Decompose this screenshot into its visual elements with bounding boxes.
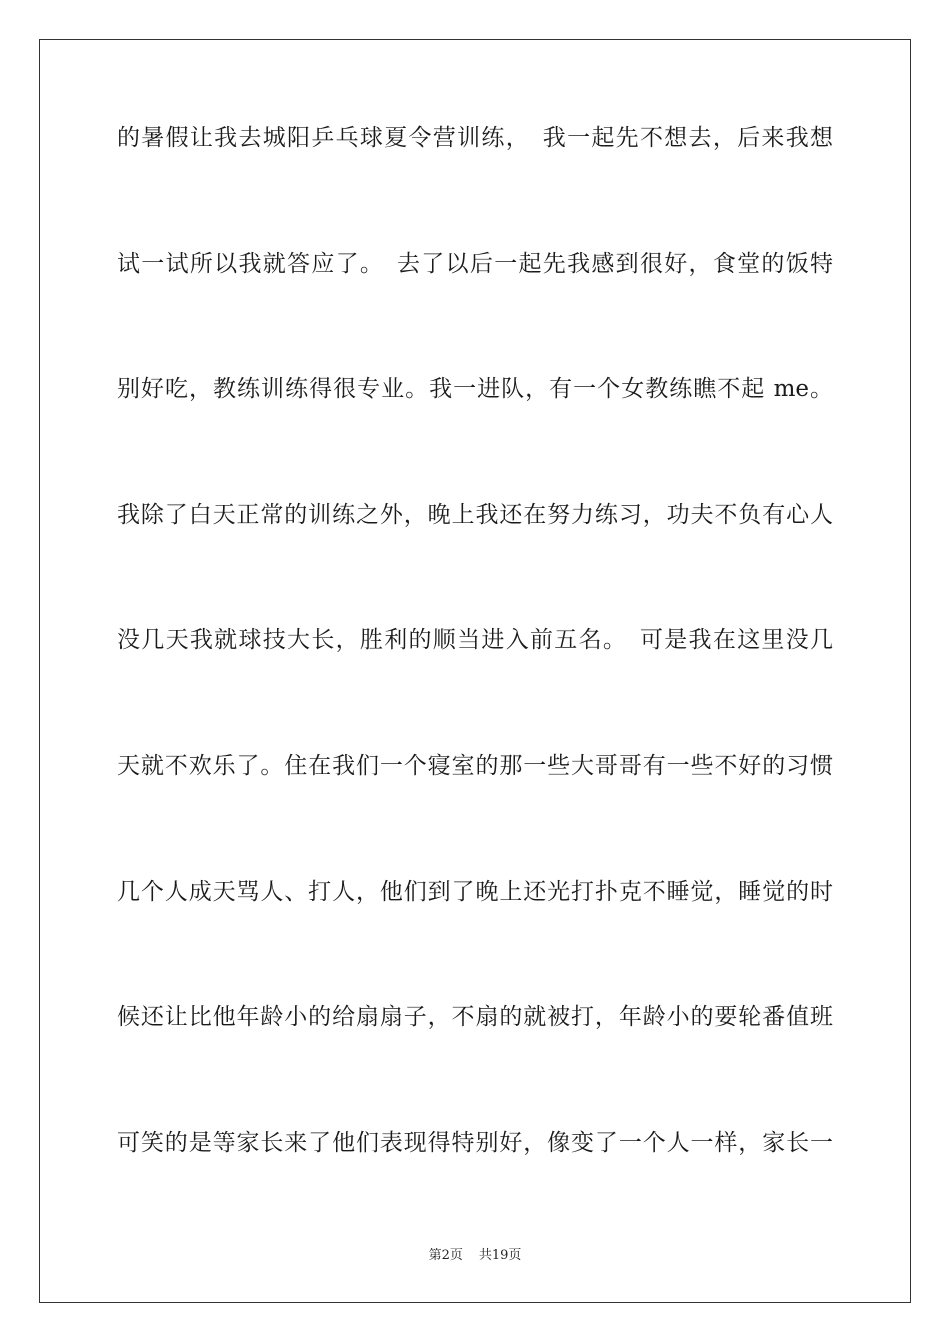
text-line: 的暑假让我去城阳乒乓球夏令营训练， 我一起先不想去，后来我想 (117, 125, 833, 151)
text-line: 天就不欢乐了。住在我们一个寝室的那一些大哥哥有一些不好的习惯 (117, 752, 833, 779)
document-body (117, 120, 833, 1250)
text-line: 我除了白天正常的训练之外，晚上我还在努力练习，功夫不负有心人 (117, 501, 833, 528)
page-total: 共19页 (478, 1248, 522, 1263)
page-footer (0, 1247, 950, 1265)
text-line: 候还让比他年龄小的给扇扇子，不扇的就被打，年龄小的要轮番值班 (117, 1004, 833, 1031)
text-line: 可笑的是等家长来了他们表现得特别好，像变了一个人一样，家长一 (117, 1129, 833, 1156)
page-number: 第2页 (428, 1248, 463, 1263)
text-line: 别好吃，教练训练得很专业。我一进队，有一个女教练瞧不起 me。 (117, 376, 833, 403)
text-line: 几个人成天骂人、打人，他们到了晚上还光打扑克不睡觉，睡觉的时 (117, 878, 833, 905)
text-line: 没几天我就球技大长，胜利的顺当进入前五名。 可是我在这里没几 (117, 627, 833, 654)
text-line: 试一试所以我就答应了。 去了以后一起先我感到很好，食堂的饭特 (117, 250, 833, 277)
